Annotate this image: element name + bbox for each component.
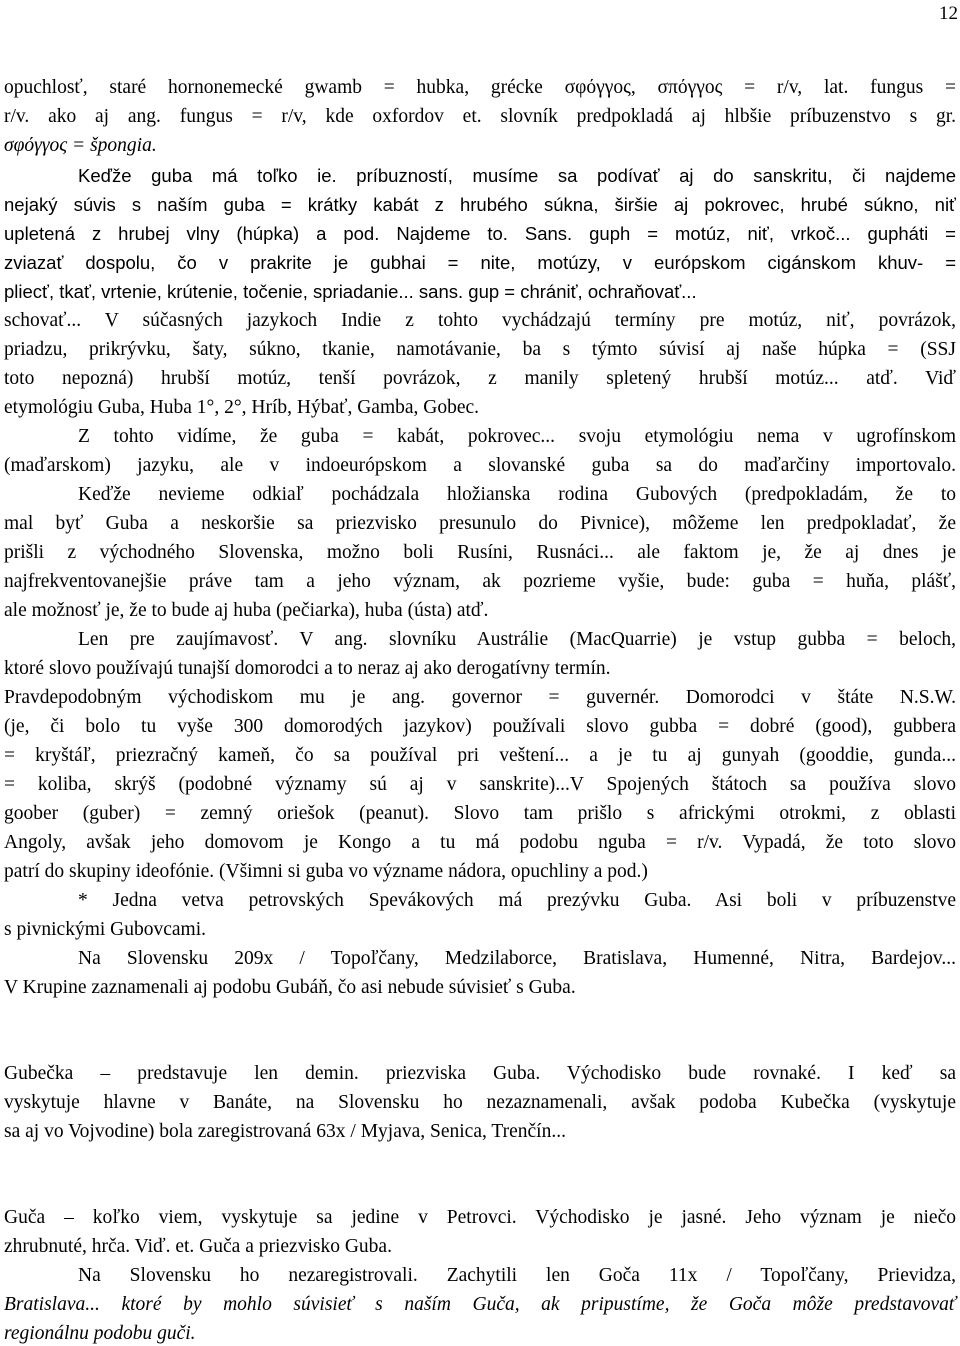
text-line: ale možnosť je, že to bude aj huba (pečiarka), huba (ústa) atď. <box>4 600 489 621</box>
text-line: Pravdepodobným východiskom mu je ang. governor = guvernér. Domorodci v štáte N.S.W. <box>4 687 956 708</box>
text-line: upletená z hrubej vlny (húpka) a pod. Najdeme to. Sans. guph = motúz, niť, vrkoč... gupháti = <box>4 223 956 244</box>
entry-guca: Guča – koľko viem, vyskytuje sa jedine v Petrovci. Východisko je jasné. Jeho význam je niečo <box>4 1207 956 1228</box>
text-line: = kryštáľ, priezračný kameň, čo sa používal pri veštení... a je tu aj gunyah (gooddie, gunda... <box>4 745 956 766</box>
text-line: σφόγγος = špongia. <box>4 135 157 156</box>
text-line: schovať... V súčasných jazykoch Indie z tohto vychádzajú termíny pre motúz, niť, povrázok, <box>4 310 956 331</box>
text-line: (maďarskom) jazyku, ale v indoeurópskom a slovanské guba sa do maďarčiny importovalo. <box>4 455 956 476</box>
text-line: patrí do skupiny ideofónie. (Všimni si guba vo význame nádora, opuchliny a pod.) <box>4 861 648 882</box>
text-line: s pivnickými Gubovcami. <box>4 919 207 940</box>
text-line: Bratislava... ktoré by mohlo súvisieť s naším Guča, ak pripustíme, že Goča môže predstavovať <box>4 1294 956 1315</box>
text-line: goober (guber) = zemný oriešok (peanut). Slovo tam prišlo s africkými otrokmi, z oblasti <box>4 803 956 824</box>
text-line: V Krupine zaznamenali aj podobu Gubáň, čo asi nebude súvisieť s Guba. <box>4 977 576 998</box>
text-line: etymológiu Guba, Huba 1°, 2°, Hríb, Hýbať, Gamba, Gobec. <box>4 397 480 418</box>
paragraph-line: Len pre zaujímavosť. V ang. slovníku Austrálie (MacQuarrie) je vstup gubba = beloch, <box>78 629 956 650</box>
paragraph-line: Z tohto vidíme, že guba = kabát, pokrovec... svoju etymológiu nema v ugrofínskom <box>78 426 956 447</box>
paragraph-line: Keďže guba má toľko ie. príbuzností, musíme sa podívať aj do sanskritu, či najdeme <box>78 165 956 186</box>
text-line: (je, či bolo tu vyše 300 domorodých jazykov) používali slovo gubba = dobré (good), gubbera <box>4 716 956 737</box>
text-line: sa aj vo Vojvodine) bola zaregistrovaná 63x / Myjava, Senica, Trenčín... <box>4 1121 566 1142</box>
text-line: toto nepozná) hrubší motúz, tenší povrázok, z manily spletený hrubší motúz... atď. Viď <box>4 368 956 389</box>
text-line: priadzu, prikrývku, šaty, súkno, tkanie, namotávanie, ba s týmto súvisí aj naše húpka = (SSJ <box>4 339 956 360</box>
page-number: 12 <box>939 3 958 24</box>
text-line: Angoly, avšak jeho domovom je Kongo a tu má podobu nguba = r/v. Vypadá, že toto slovo <box>4 832 956 853</box>
text-line: zviazať dospolu, čo v prakrite je gubhai = nite, motúzy, v európskom cigánskom khuv- = <box>4 252 956 273</box>
text-line: ktoré slovo používajú tunajší domorodci a to neraz aj ako derogatívny termín. <box>4 658 611 679</box>
text-line: prišli z východného Slovenska, možno boli Rusíni, Rusnáci... ale faktom je, že aj dnes je <box>4 542 956 563</box>
text-line: mal byť Guba a neskoršie sa priezvisko presunulo do Pivnice), môžeme len predpokladať, že <box>4 513 956 534</box>
text-line: nejaký súvis s naším guba = krátky kabát z hrubého súkna, širšie aj pokrovec, hrubé súkno, niť <box>4 194 956 215</box>
paragraph-line: Keďže nevieme odkiaľ pochádzala hložianska rodina Gubových (predpokladám, že to <box>78 484 956 505</box>
paragraph-line: * Jedna vetva petrovských Spevákových má prezývku Guba. Asi boli v príbuzenstve <box>78 890 956 911</box>
paragraph-line: Na Slovensku 209x / Topoľčany, Medzilaborce, Bratislava, Humenné, Nitra, Bardejov... <box>78 948 956 969</box>
text-line: najfrekventovanejšie práve tam a jeho význam, ak pozrieme vyšie, bude: guba = huňa, plášť, <box>4 571 956 592</box>
text-line: r/v. ako aj ang. fungus = r/v, kde oxfordov et. slovník predpokladá aj hlbšie príbuzenstvo s gr. <box>4 106 956 127</box>
paragraph-line: Na Slovensku ho nezaregistrovali. Zachytili len Goča 11x / Topoľčany, Prievidza, <box>78 1265 956 1286</box>
text-line: pliecť, tkať, vrtenie, krútenie, točenie, spriadanie... sans. gup = chrániť, ochraňovať... <box>4 281 697 302</box>
text-line: opuchlosť, staré hornonemecké gwamb = hubka, grécke σφόγγος, σπόγγος = r/v, lat. fungus = <box>4 77 956 98</box>
text-line: vyskytuje hlavne v Banáte, na Slovensku ho nezaznamenali, avšak podoba Kubečka (vyskytuje <box>4 1092 956 1113</box>
text-line: zhrubnuté, hrča. Viď. et. Guča a priezvisko Guba. <box>4 1236 392 1257</box>
text-line: regionálnu podobu guči. <box>4 1323 196 1344</box>
entry-gubecka: Gubečka – predstavuje len demin. priezviska Guba. Východisko bude rovnaké. I keď sa <box>4 1063 956 1084</box>
text-line: = koliba, skrýš (podobné významy sú aj v sanskrite)...V Spojených štátoch sa používa slovo <box>4 774 956 795</box>
